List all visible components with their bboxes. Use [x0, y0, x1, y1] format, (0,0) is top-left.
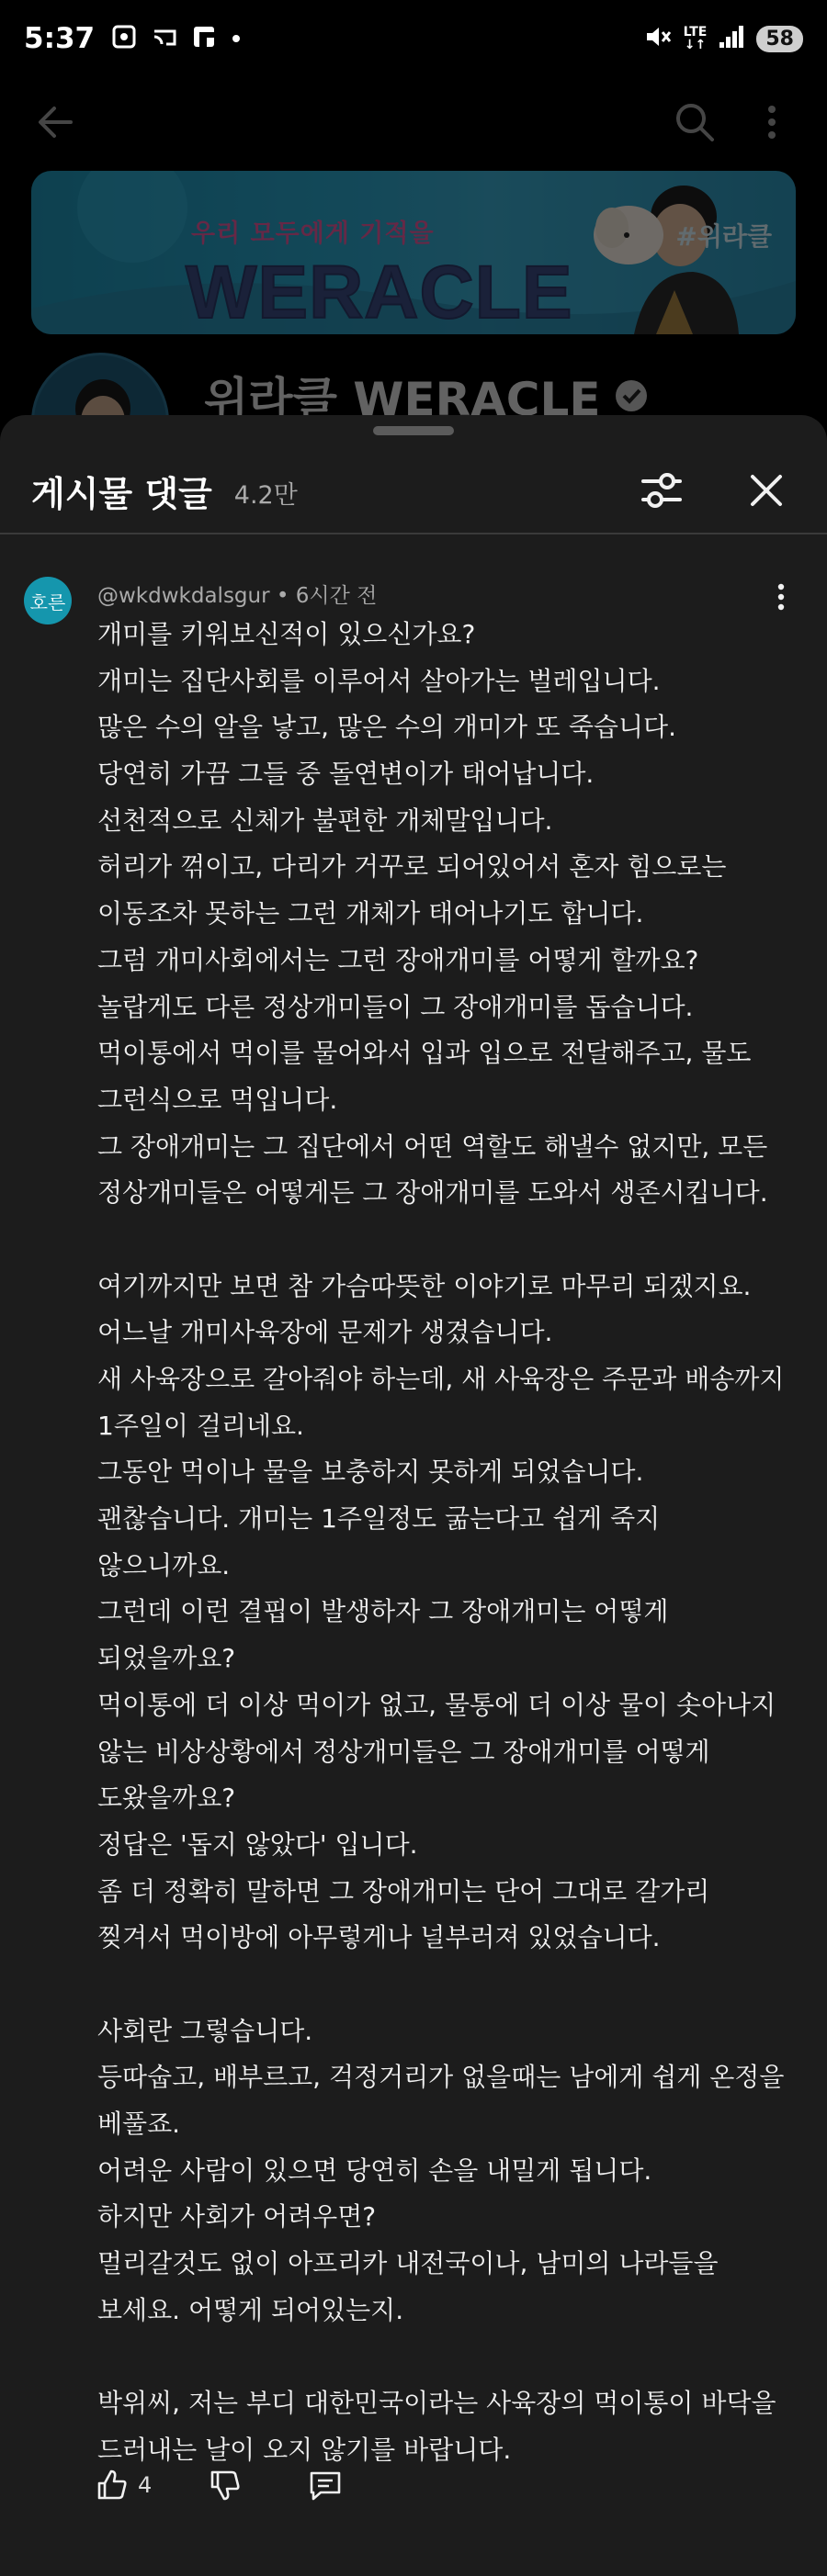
cast-icon [152, 24, 177, 53]
close-icon [749, 473, 784, 508]
comment-line: 정답은 '돕지 않았다' 입니다. [97, 1828, 418, 1860]
background-scrim[interactable] [0, 77, 827, 426]
comment-line: 어려운 사람이 있으면 당연히 손을 내밀게 됩니다. [97, 2154, 652, 2186]
comment-line: 않는 비상상황에서 정상개미들은 그 장애개미를 어떻게 [97, 1736, 710, 1767]
thumbs-up-icon [96, 2469, 129, 2502]
comment-line: 많은 수의 알을 낳고, 많은 수의 개미가 또 죽습니다. [97, 712, 676, 743]
comment-line: 박위씨, 저는 부디 대한민국이라는 사육장의 먹이통이 바닥을 [97, 2388, 776, 2419]
comment-line: 사회란 그렇습니다. [97, 2015, 313, 2046]
comment-line: 찢겨서 먹이방에 아무렇게나 널부러져 있었습니다. [97, 1922, 661, 1953]
comment-line: 1주일이 걸리네요. [97, 1410, 304, 1441]
comment-time: 6시간 전 [295, 584, 378, 608]
comment-line: 어느날 개미사육장에 문제가 생겼습니다. [97, 1317, 553, 1348]
battery-indicator: 58 [756, 26, 803, 52]
dislike-button[interactable] [209, 2469, 242, 2502]
comment-line: 드러내는 날이 오지 않기를 바랍니다. [97, 2434, 512, 2465]
comment-line: 도왔을까요? [97, 1783, 236, 1814]
reply-comment-icon [308, 2469, 343, 2502]
comment-line [97, 1962, 814, 2008]
comment-line: 베풀죠. [97, 2109, 181, 2139]
comment-line: 등따숩고, 배부르고, 걱정거리가 없을때는 남에게 쉽게 온정을 [97, 2062, 785, 2093]
drag-handle[interactable] [373, 426, 454, 435]
filter-sliders-icon [640, 470, 684, 511]
comment-line: 그런데 이런 결핍이 발생하자 그 장애개미는 어떻게 [97, 1596, 669, 1627]
comment-line: 좀 더 정확히 말하면 그 장애개미는 단어 그대로 갈가리 [97, 1875, 710, 1907]
close-sheet-button[interactable] [737, 461, 796, 520]
like-button[interactable] [96, 2469, 152, 2502]
meta-separator: • [276, 584, 296, 608]
comment-line: 보세요. 어떻게 되어있는지. [97, 2294, 404, 2325]
comment-line: 않으니까요. [97, 1549, 231, 1580]
like-count: 4 [138, 2472, 153, 2498]
comment-line: 되었을까요? [97, 1643, 236, 1674]
signal-icon [718, 24, 745, 53]
thumbs-down-icon [209, 2469, 242, 2502]
sheet-header [0, 448, 827, 533]
status-bar [0, 0, 827, 77]
sort-filter-button[interactable] [632, 461, 691, 520]
mute-icon [643, 22, 673, 55]
screenshot-icon [111, 24, 137, 53]
comment-line: 놀랍게도 다른 정상개미들이 그 장애개미를 돕습니다. [97, 991, 694, 1022]
flipboard-icon [192, 25, 216, 52]
comment-line: 당연히 가끔 그들 중 돌연변이가 태어납니다. [97, 759, 595, 790]
comment-line: 그럼 개미사회에서는 그런 장애개미를 어떻게 할까요? [97, 944, 699, 975]
comment-author-avatar[interactable]: 호른 [24, 577, 72, 624]
comment-line [97, 2334, 814, 2380]
status-system-icons [643, 22, 803, 55]
comment-line: 정상개미들은 어떻게든 그 장애개미를 도와서 생존시킵니다. [97, 1177, 768, 1209]
comment-author[interactable]: @wkdwkdalsgur [97, 584, 270, 608]
comment-line: 새 사육장으로 갈아줘야 하는데, 새 사육장은 주문과 배송까지 [97, 1364, 785, 1394]
comment-line: 괜찮습니다. 개미는 1주일정도 굶는다고 쉽게 죽지 [97, 1503, 661, 1535]
comment-meta [97, 579, 377, 609]
comment-line: 멀리갈것도 없이 아프리카 내전국이나, 남미의 나라들을 [97, 2248, 719, 2279]
comment-actions [96, 2469, 343, 2502]
comment-count: 4.2만 [233, 480, 298, 510]
comment-line [97, 1217, 814, 1264]
reply-button[interactable] [308, 2469, 343, 2502]
comments-sheet [0, 415, 827, 2576]
comment-line: 그동안 먹이나 물을 보충하지 못하게 되었습니다. [97, 1457, 644, 1488]
comment-line: 먹이통에 더 이상 먹이가 없고, 물통에 더 이상 물이 솟아나지 [97, 1689, 776, 1720]
status-notification-icons [111, 24, 242, 53]
comment-line: 개미는 집단사회를 이루어서 살아가는 벌레입니다. [97, 665, 661, 696]
comment-line: 그런식으로 먹입니다. [97, 1084, 338, 1115]
comment-line: 허리가 꺾이고, 다리가 거꾸로 되어있어서 혼자 힘으로는 [97, 851, 727, 883]
comment-text [97, 612, 814, 2474]
dot-icon [231, 30, 242, 48]
more-vertical-icon [776, 583, 786, 611]
comment-line: 이동조차 못하는 그런 개체가 태어나기도 합니다. [97, 898, 644, 929]
lte-indicator: LTE ↓↑ [683, 25, 708, 52]
comment-line: 개미를 키워보신적이 있으신가요? [97, 619, 476, 649]
comment-more-button[interactable] [763, 579, 799, 615]
comment-line: 그 장애개미는 그 집단에서 어떤 역할도 해낼수 없지만, 모든 [97, 1131, 768, 1162]
comment-line: 여기까지만 보면 참 가슴따뜻한 이야기로 마무리 되겠지요. [97, 1270, 752, 1301]
sheet-title: 게시물 댓글 [31, 473, 212, 514]
comment-line: 하지만 사회가 어려우면? [97, 2201, 377, 2233]
comment-line: 선천적으로 신체가 불편한 개체말입니다. [97, 804, 553, 836]
status-time: 5:37 [24, 22, 96, 55]
header-divider [0, 533, 827, 534]
comment-line: 먹이통에서 먹이를 물어와서 입과 입으로 전달해주고, 물도 [97, 1038, 752, 1069]
